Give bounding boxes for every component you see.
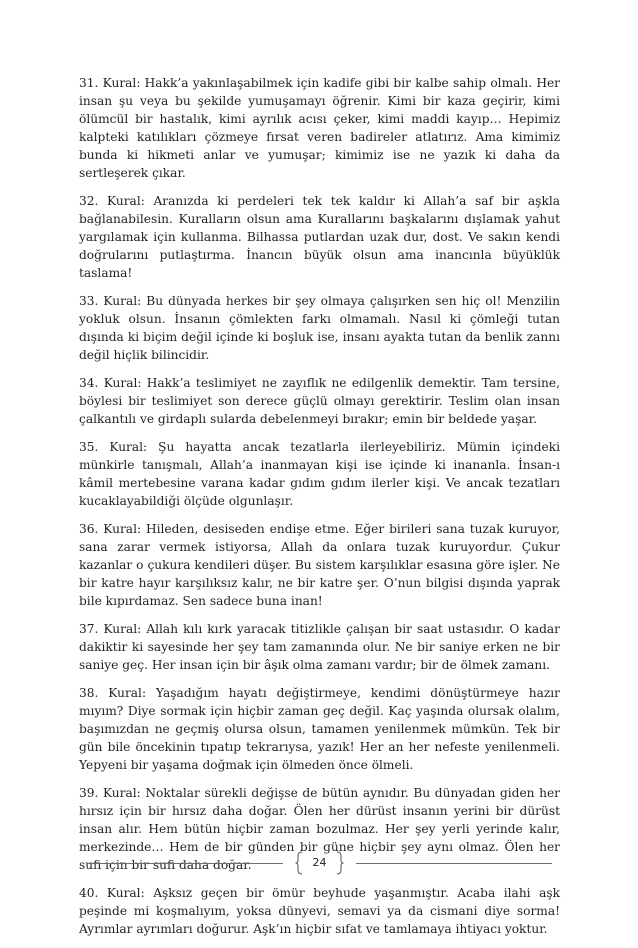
page-footer [79,851,560,875]
rule-33-paragraph: 33. Kural: Bu dünyada herkes bir şey olmaya çalışırken sen hiç ol! Menzilin yokluk olsun. İnsanın çömlekten farkı olmamalı. Nasıl ki çömleği tutan dışında ki biçim değil içinde ki boşluk ise, insanı ayakta tutan da benlik zannı değil hiçlik bilincidir. [79,294,560,362]
footer-rule-right [356,863,552,864]
rule-36-paragraph: 36. Kural: Hileden, desiseden endişe etme. Eğer birileri sana tuzak kuruyor, sana zarar vermek istiyorsa, Allah da onlara tuzak kuruyordur. Çukur kazanlar o çukura kendileri düşer. Bu sistem karşılıklar esasına göre işler. Ne bir katre hayır karşılıksız kalır, ne bir katre şer. O’nun bilgisi dışında yaprak bile kıpırdamaz. Sen sadece buna inan! [79,522,560,608]
rule-38-paragraph: 38. Kural: Yaşadığım hayatı değiştirmeye, kendimi dönüştürmeye hazır mıyım? Diye sormak için hiçbir zaman geç değil. Kaç yaşında olursak olalım, başımızdan ne geçmiş olursa olsun, tamamen yenilenmek mümkün. Tek bir gün bile öncekinin tıpatıp tekrarıysa, yazık! Her an her nefeste yenilenmeli. Yepyeni bir yaşama doğmak için ölmeden önce ölmeli. [79,686,560,772]
rule-35-paragraph: 35. Kural: Şu hayatta ancak tezatlarla ilerleyebiliriz. Mümin içindeki münkirle tanışmalı, Allah’a inanmayan kişi ise içinde ki inananla. İnsan-ı kâmil mertebesine varana kadar gıdım gıdım ilerler kişi. Ve ancak tezatları kucaklayabildiği ölçüde olgunlaşır. [79,440,560,508]
rule-31-paragraph: 31. Kural: Hakk’a yakınlaşabilmek için kadife gibi bir kalbe sahip olmalı. Her insan şu veya bu şekilde yumuşamayı öğrenir. Kimi bir kaza geçirir, kimi ölümcül bir hastalık, kimi ayrılık acısı çeker, kimi maddi kayıp… Hepimiz kalpteki katılıkları çözmeye fırsat veren badireler atlatırız. Ama kimimiz bunda ki hikmeti anlar ve yumuşar; kimimiz ise ne yazık ki daha da sertleşerek çıkar. [79,76,560,180]
rule-39-paragraph: 39. Kural: Noktalar sürekli değişse de bütün aynıdır. Bu dünyadan giden her hırsız için bir hırsız daha doğar. Ölen her dürüst insanın yerini bir dürüst insan alır. Hem bütün hiçbir zaman bozulmaz. Her şey yerli yerinde kalır, merkezinde… Hem de bir günden bir güne hiçbir şey aynı olmaz. Ölen her sufi için bir sufi daha doğar. [79,786,560,872]
rule-34-paragraph: 34. Kural: Hakk’a teslimiyet ne zayıflık ne edilgenlik demektir. Tam tersine, böylesi bir teslimiyet son derece güçlü olmayı gerektirir. Teslim olan insan çalkantılı ve girdaplı sularda debelenmeyi bırakır; emin bir beldede yaşar. [79,376,560,426]
page-number: 24 [312,856,327,869]
rule-37-paragraph: 37. Kural: Allah kılı kırk yaracak titizlikle çalışan bir saat ustasıdır. O kadar dakiktir ki sayesinde her şey tam zamanında olur. Ne bir saniye erken ne bir saniye geç. Her insan için bir âşık olma zamanı vardır; bir de ölmek zamanı. [79,622,560,672]
right-curly-bracket-icon [336,851,344,875]
page-body [79,74,560,948]
rule-32-paragraph: 32. Kural: Aranızda ki perdeleri tek tek kaldır ki Allah’a saf bir aşkla bağlanabilesin. Kuralların olsun ama Kurallarını başkalarını dışlamak yahut yargılamak için kullanma. Bilhassa putlardan uzak dur, dost. Ve sakın kendi doğrularını putlaştırma. İnancın büyük olsun ama inancınla büyüklük taslama! [79,194,560,280]
left-curly-bracket-icon [295,851,303,875]
footer-rule-left [87,863,283,864]
rule-40-paragraph: 40. Kural: Aşksız geçen bir ömür beyhude yaşanmıştır. Acaba ilahi aşk peşinde mi koşmalıyım, yoksa dünyevi, semavi ya da cismani diye sorma! Ayrımlar ayrımları doğurur. Aşk’ın hiçbir sıfat ve tamlamaya ihtiyacı yoktur. [79,886,560,936]
